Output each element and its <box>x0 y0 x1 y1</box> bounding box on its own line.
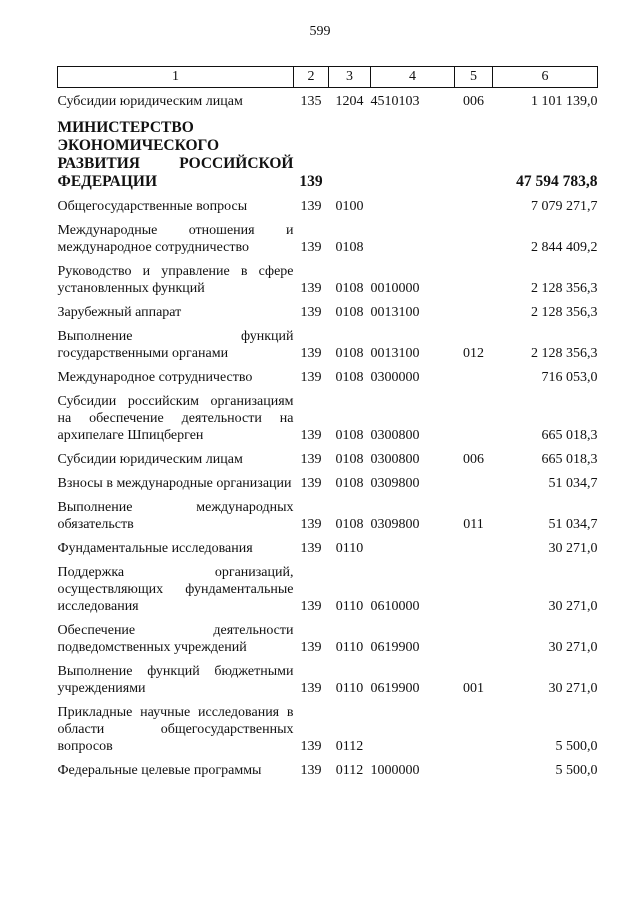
cell-amount: 30 271,0 <box>548 599 598 614</box>
table-row <box>58 88 598 111</box>
cell-section: 0100 <box>335 199 364 214</box>
cell-expense <box>455 386 493 444</box>
table-row <box>58 321 598 362</box>
cell-amount: 2 128 356,3 <box>531 305 598 320</box>
cell-target <box>371 215 455 256</box>
cell-ministry: 139 <box>300 240 322 255</box>
column-header: 4 <box>371 67 455 88</box>
cell-expense <box>455 697 493 755</box>
table-row <box>58 492 598 533</box>
cell-ministry: 139 <box>300 476 322 491</box>
cell-name: Федеральные целевые программы <box>57 763 262 778</box>
cell-target: 0619900 <box>370 681 420 696</box>
cell-amount: 30 271,0 <box>548 541 598 556</box>
cell-name: Субсидии юридическим лицам <box>57 94 243 109</box>
table-row <box>58 256 598 297</box>
cell-target: 0010000 <box>370 281 420 296</box>
cell-amount: 716 053,0 <box>541 370 598 385</box>
cell-ministry: 139 <box>300 281 322 296</box>
budget-table <box>57 66 598 779</box>
cell-name: Обеспечение деятельности подведомственных учреждений <box>57 623 294 655</box>
cell-expense <box>455 468 493 492</box>
cell-amount: 30 271,0 <box>548 681 598 696</box>
cell-amount: 7 079 271,7 <box>531 199 598 214</box>
table-row <box>58 533 598 557</box>
cell-expense: 011 <box>463 517 484 532</box>
cell-section: 0108 <box>335 476 364 491</box>
cell-amount: 5 500,0 <box>555 763 598 778</box>
table-row <box>58 444 598 468</box>
table-row <box>58 191 598 215</box>
cell-ministry: 139 <box>300 428 322 443</box>
cell-section: 0110 <box>335 640 364 655</box>
cell-expense <box>455 297 493 321</box>
cell-section: 0108 <box>335 305 364 320</box>
table-row <box>58 755 598 779</box>
cell-section: 0112 <box>335 763 364 778</box>
column-header: 1 <box>58 67 294 88</box>
cell-target: 0610000 <box>370 599 420 614</box>
cell-ministry: 139 <box>300 541 322 556</box>
table-row <box>58 468 598 492</box>
cell-target: 0309800 <box>370 476 420 491</box>
cell-expense <box>455 755 493 779</box>
cell-expense <box>455 256 493 297</box>
cell-section <box>329 110 371 191</box>
table-row <box>58 386 598 444</box>
cell-expense: 006 <box>463 452 484 467</box>
cell-ministry: 139 <box>300 763 322 778</box>
cell-section: 0108 <box>335 281 364 296</box>
cell-expense <box>455 615 493 656</box>
cell-target: 0619900 <box>370 640 420 655</box>
cell-expense <box>455 533 493 557</box>
cell-section: 0108 <box>335 240 364 255</box>
cell-target: 0013100 <box>370 346 420 361</box>
table-row <box>58 110 598 191</box>
cell-amount: 5 500,0 <box>555 739 598 754</box>
cell-amount: 47 594 783,8 <box>516 173 598 190</box>
cell-name: Выполнение международных обязательств <box>57 500 294 532</box>
cell-amount: 2 128 356,3 <box>531 346 598 361</box>
cell-ministry: 139 <box>300 599 322 614</box>
table-row <box>58 297 598 321</box>
cell-section: 0110 <box>335 541 364 556</box>
page-number: 599 <box>309 24 331 39</box>
cell-name: МИНИСТЕРСТВО ЭКОНОМИЧЕСКОГО РАЗВИТИЯ РОССИЙСКОЙ ФЕДЕРАЦИИ <box>57 119 294 190</box>
cell-target: 1000000 <box>370 763 420 778</box>
cell-name: Взносы в международные организации <box>57 476 292 491</box>
cell-amount: 2 844 409,2 <box>531 240 598 255</box>
cell-target <box>371 533 455 557</box>
cell-amount: 665 018,3 <box>541 428 598 443</box>
column-header: 5 <box>455 67 493 88</box>
cell-amount: 51 034,7 <box>548 476 598 491</box>
table-row <box>58 656 598 697</box>
cell-name: Прикладные научные исследования в области общегосударственных вопросов <box>57 705 294 754</box>
cell-amount: 665 018,3 <box>541 452 598 467</box>
cell-ministry: 139 <box>300 346 322 361</box>
cell-ministry: 139 <box>300 517 322 532</box>
column-header: 2 <box>294 67 329 88</box>
cell-name: Субсидии юридическим лицам <box>57 452 243 467</box>
cell-section: 0112 <box>335 739 364 754</box>
cell-expense <box>455 557 493 615</box>
cell-ministry: 139 <box>300 305 322 320</box>
cell-target <box>371 110 455 191</box>
table-row <box>58 215 598 256</box>
cell-amount: 30 271,0 <box>548 640 598 655</box>
cell-expense <box>455 191 493 215</box>
cell-name: Поддержка организаций, осуществляющих фундаментальные исследования <box>57 565 294 614</box>
cell-section: 0108 <box>335 517 364 532</box>
cell-amount: 1 101 139,0 <box>531 94 598 109</box>
cell-amount: 2 128 356,3 <box>531 281 598 296</box>
cell-section: 0108 <box>335 452 364 467</box>
cell-ministry: 139 <box>300 640 322 655</box>
column-header: 3 <box>329 67 371 88</box>
cell-name: Выполнение функций бюджетными учреждениями <box>57 664 294 696</box>
cell-ministry: 139 <box>300 370 322 385</box>
cell-ministry: 139 <box>300 739 322 754</box>
cell-expense <box>455 110 493 191</box>
cell-section: 0108 <box>335 346 364 361</box>
cell-target: 0013100 <box>370 305 420 320</box>
cell-section: 0110 <box>335 681 364 696</box>
cell-expense: 006 <box>463 94 484 109</box>
cell-section: 0110 <box>335 599 364 614</box>
cell-ministry: 139 <box>300 681 322 696</box>
cell-target <box>371 697 455 755</box>
cell-target: 4510103 <box>370 94 420 109</box>
table-row <box>58 697 598 755</box>
cell-target: 0300000 <box>370 370 420 385</box>
cell-expense: 001 <box>463 681 484 696</box>
table-header-row <box>58 67 598 88</box>
cell-target: 0300800 <box>370 428 420 443</box>
cell-name: Международные отношения и международное сотрудничество <box>57 223 294 255</box>
table-row <box>58 362 598 386</box>
cell-expense: 012 <box>463 346 484 361</box>
cell-name: Субсидии российским организациям на обеспечение деятельности на архипелаге Шпицберген <box>57 394 294 443</box>
cell-ministry: 135 <box>300 94 322 109</box>
cell-expense <box>455 215 493 256</box>
cell-section: 0108 <box>335 370 364 385</box>
cell-name: Зарубежный аппарат <box>57 305 182 320</box>
cell-name: Руководство и управление в сфере установленных функций <box>57 264 294 296</box>
cell-target: 0309800 <box>370 517 420 532</box>
cell-name: Международное сотрудничество <box>57 370 253 385</box>
cell-section: 1204 <box>335 94 364 109</box>
cell-ministry: 139 <box>300 452 322 467</box>
cell-target: 0300800 <box>370 452 420 467</box>
cell-expense <box>455 362 493 386</box>
cell-name: Общегосударственные вопросы <box>57 199 248 214</box>
cell-section: 0108 <box>335 428 364 443</box>
cell-ministry: 139 <box>299 173 323 190</box>
table-row <box>58 615 598 656</box>
cell-name: Фундаментальные исследования <box>57 541 253 556</box>
cell-name: Выполнение функций государственными органами <box>57 329 294 361</box>
column-header: 6 <box>493 67 598 88</box>
table-row <box>58 557 598 615</box>
cell-target <box>371 191 455 215</box>
cell-amount: 51 034,7 <box>548 517 598 532</box>
cell-ministry: 139 <box>300 199 322 214</box>
